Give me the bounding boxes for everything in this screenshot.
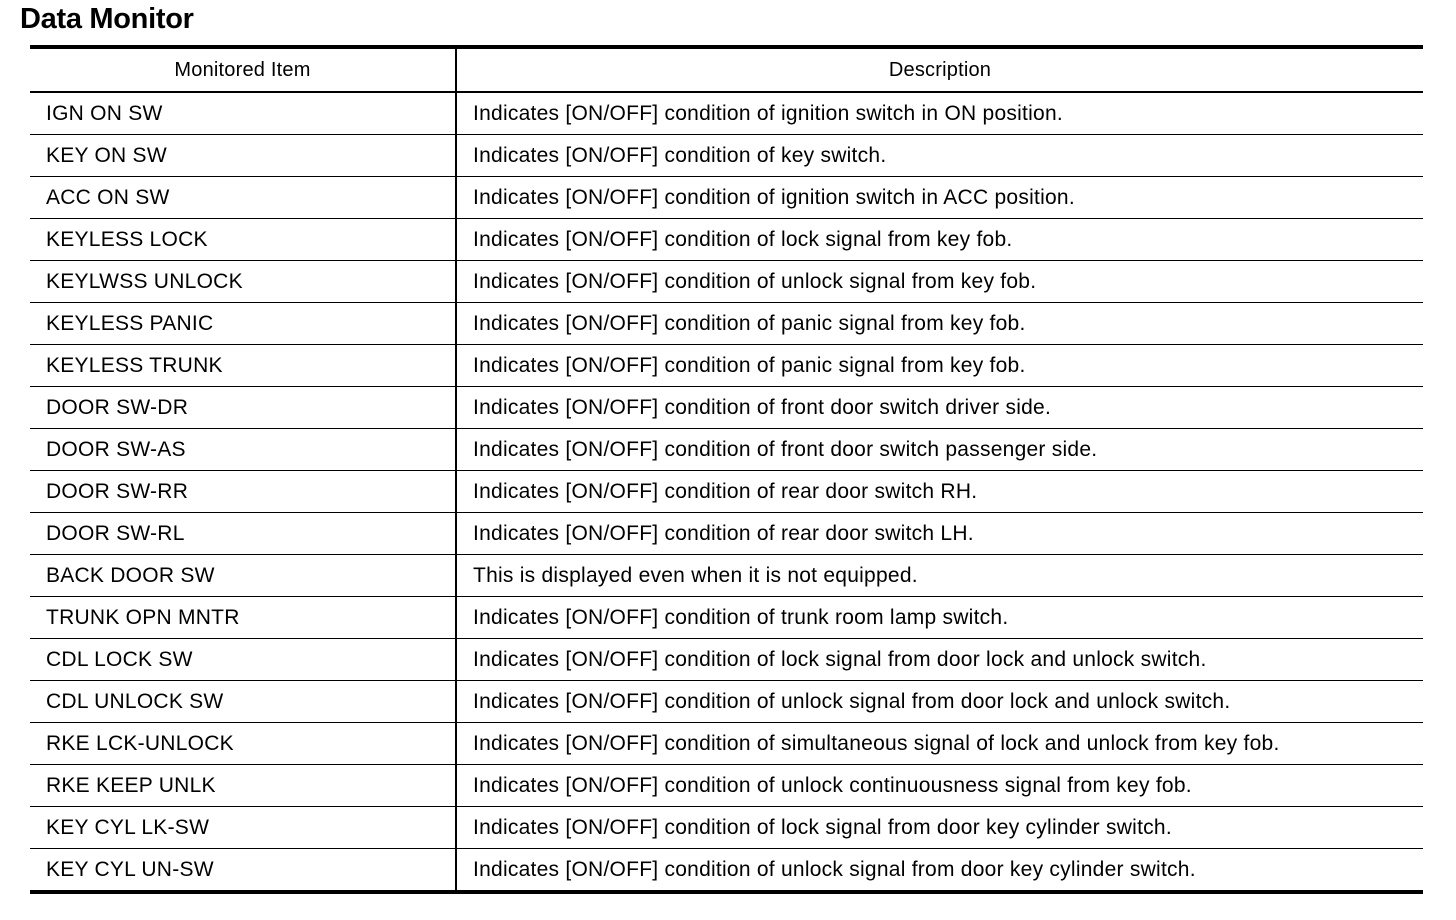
- table-row: [30, 219, 1423, 261]
- description-cell: Indicates [ON/OFF] condition of lock signal from door lock and unlock switch.: [456, 639, 1423, 681]
- description-cell: Indicates [ON/OFF] condition of rear door switch LH.: [456, 513, 1423, 555]
- table-row: [30, 723, 1423, 765]
- table-row: [30, 597, 1423, 639]
- description-cell: Indicates [ON/OFF] condition of rear door switch RH.: [456, 471, 1423, 513]
- table-row: [30, 513, 1423, 555]
- monitored-item-cell: KEYLESS PANIC: [30, 303, 456, 345]
- table-row: [30, 429, 1423, 471]
- monitored-item-cell: DOOR SW-AS: [30, 429, 456, 471]
- description-cell: Indicates [ON/OFF] condition of unlock signal from door key cylinder switch.: [473, 857, 1196, 881]
- header-description: Description: [456, 47, 1423, 92]
- table-row: [30, 177, 1423, 219]
- table-row: [30, 849, 1423, 893]
- description-cell: Indicates [ON/OFF] condition of unlock signal from door lock and unlock switch.: [456, 681, 1423, 723]
- description-cell: Indicates [ON/OFF] condition of front door switch driver side.: [456, 387, 1423, 429]
- description-cell: Indicates [ON/OFF] condition of unlock continuousness signal from key fob.: [456, 765, 1423, 807]
- description-cell: Indicates [ON/OFF] condition of ignition switch in ON position.: [456, 92, 1423, 135]
- description-cell: Indicates [ON/OFF] condition of unlock signal from key fob.: [456, 261, 1423, 303]
- monitored-item-cell: CDL UNLOCK SW: [30, 681, 456, 723]
- description-cell: This is displayed even when it is not equipped.: [456, 555, 1423, 597]
- table-row: [30, 303, 1423, 345]
- monitored-item-cell: KEY ON SW: [30, 135, 456, 177]
- monitored-item-cell: KEY CYL LK-SW: [30, 807, 456, 849]
- table-row: [30, 471, 1423, 513]
- monitored-item-cell: KEYLWSS UNLOCK: [30, 261, 456, 303]
- table-row: [30, 765, 1423, 807]
- header-row: [30, 47, 1423, 92]
- table-row: [30, 92, 1423, 135]
- monitored-item-cell: KEYLESS LOCK: [30, 219, 456, 261]
- table-row: [30, 135, 1423, 177]
- monitored-item-cell: RKE LCK-UNLOCK: [30, 723, 456, 765]
- description-cell: Indicates [ON/OFF] condition of panic signal from key fob.: [456, 303, 1423, 345]
- description-cell: Indicates [ON/OFF] condition of simultaneous signal of lock and unlock from key fob.: [456, 723, 1423, 765]
- description-cell: Indicates [ON/OFF] condition of front door switch passenger side.: [456, 429, 1423, 471]
- description-cell: Indicates [ON/OFF] condition of lock signal from door key cylinder switch.: [456, 807, 1423, 849]
- description-cell: Indicates [ON/OFF] condition of trunk room lamp switch.: [456, 597, 1423, 639]
- monitored-item-cell: DOOR SW-RL: [30, 513, 456, 555]
- description-cell: Indicates [ON/OFF] condition of lock signal from key fob.: [456, 219, 1423, 261]
- table-row: [30, 345, 1423, 387]
- table-body: [30, 92, 1423, 892]
- monitored-item-cell: RKE KEEP UNLK: [30, 765, 456, 807]
- monitored-item-cell: BACK DOOR SW: [30, 555, 456, 597]
- monitored-item-cell: ACC ON SW: [30, 177, 456, 219]
- table-row: [30, 639, 1423, 681]
- description-cell: Indicates [ON/OFF] condition of panic signal from key fob.: [456, 345, 1423, 387]
- table-row: [30, 807, 1423, 849]
- monitored-item-cell: IGN ON SW: [30, 92, 456, 135]
- monitored-item-cell: DOOR SW-DR: [30, 387, 456, 429]
- description-cell: Indicates [ON/OFF] condition of ignition switch in ACC position.: [456, 177, 1423, 219]
- table-row: [30, 681, 1423, 723]
- page-title: Data Monitor: [20, 3, 194, 35]
- table-row: [30, 555, 1423, 597]
- monitored-item-cell: CDL LOCK SW: [30, 639, 456, 681]
- monitored-item-cell: DOOR SW-RR: [30, 471, 456, 513]
- table-row: [30, 387, 1423, 429]
- table-row: [30, 261, 1423, 303]
- monitored-item-cell: TRUNK OPN MNTR: [30, 597, 456, 639]
- description-cell: Indicates [ON/OFF] condition of key switch.: [456, 135, 1423, 177]
- header-monitored-item: Monitored Item: [30, 47, 456, 92]
- monitored-item-cell: KEY CYL UN-SW: [30, 849, 456, 893]
- monitored-item-cell: KEYLESS TRUNK: [30, 345, 456, 387]
- table-header: [30, 47, 1423, 92]
- data-monitor-table-container: [30, 45, 1423, 894]
- data-monitor-table: [30, 45, 1423, 894]
